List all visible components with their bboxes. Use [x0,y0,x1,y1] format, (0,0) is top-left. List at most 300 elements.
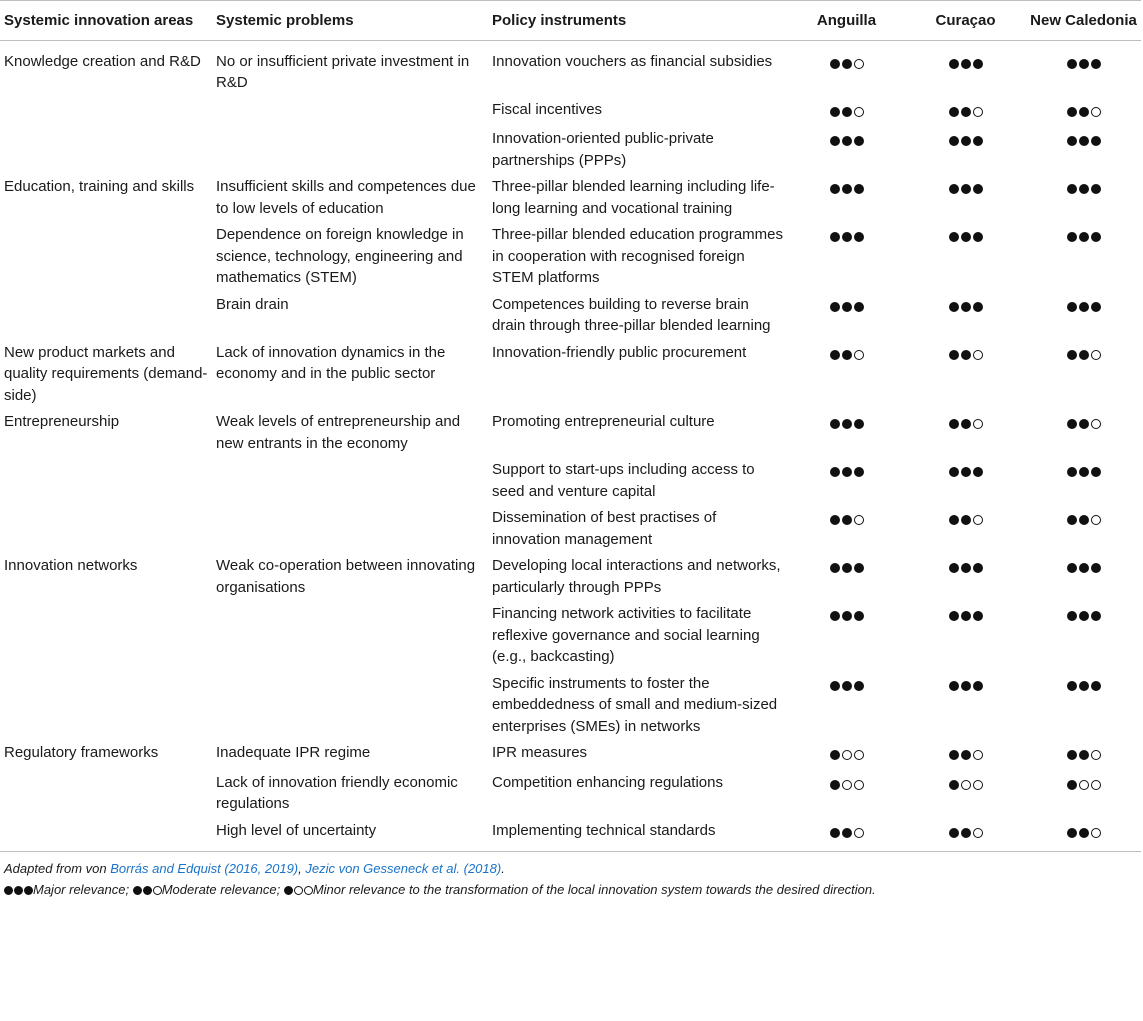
rating-new-caledonia [1026,221,1141,291]
cell-area [0,96,212,126]
cell-area [0,817,212,852]
filled-dot-icon [830,828,840,838]
filled-dot-icon [1067,184,1077,194]
cell-area: Knowledge creation and R&D [4,52,201,70]
cell-instrument: Implementing technical standards [492,821,716,839]
relevance-dots-icon [830,302,864,312]
rating-curacao [905,408,1026,456]
rating-anguilla [788,221,905,291]
relevance-dots-icon [830,611,864,621]
filled-dot-icon [854,419,864,429]
filled-dot-icon [1067,59,1077,69]
empty-dot-icon [854,780,864,790]
cell-area [0,600,212,670]
rating-curacao [905,600,1026,670]
rating-anguilla [788,504,905,552]
cell-area [0,291,212,339]
cell-problem: Insufficient skills and competences due to low levels of education [216,178,476,217]
rating-curacao [905,670,1026,740]
filled-dot-icon [830,136,840,146]
filled-dot-icon [854,611,864,621]
rating-new-caledonia [1026,40,1141,96]
rating-anguilla [788,291,905,339]
legend-minor-dots-icon [284,886,313,895]
relevance-dots-icon [1067,750,1101,760]
rating-new-caledonia [1026,552,1141,600]
filled-dot-icon [1067,350,1077,360]
filled-dot-icon [842,136,852,146]
filled-dot-icon [1079,184,1089,194]
header-curacao: Curaçao [935,12,996,29]
cell-area: Education, training and skills [4,178,195,195]
filled-dot-icon [1079,611,1089,621]
filled-dot-icon [854,232,864,242]
relevance-dots-icon [830,828,864,838]
cell-instrument: Innovation-friendly public procurement [492,343,747,361]
empty-dot-icon [854,828,864,838]
filled-dot-icon [854,467,864,477]
cell-problem: Lack of innovation dynamics in the economy and in the public sector [216,343,446,382]
relevance-dots-icon [1067,419,1101,429]
table-row [0,670,1141,740]
cell-problem: Inadequate IPR regime [216,744,371,761]
filled-dot-icon [961,515,971,525]
relevance-dots-icon [949,59,983,69]
filled-dot-icon [949,611,959,621]
empty-dot-icon [973,350,983,360]
rating-curacao [905,40,1026,96]
legend-minor: Minor relevance to the transformation of the local innovation system towards the desired direction. [312,882,876,897]
filled-dot-icon [973,302,983,312]
filled-dot-icon [842,107,852,117]
rating-anguilla [788,769,905,817]
relevance-dots-icon [830,563,864,573]
relevance-dots-icon [949,563,983,573]
rating-anguilla [788,408,905,456]
cell-area: Innovation networks [4,557,138,574]
filled-dot-icon [842,515,852,525]
filled-dot-icon [1079,828,1089,838]
cell-problem [212,125,488,173]
empty-dot-icon [973,750,983,760]
table-row [0,408,1141,456]
filled-dot-icon [842,350,852,360]
filled-dot-icon [830,184,840,194]
rating-curacao [905,456,1026,504]
filled-dot-icon [1091,611,1101,621]
legend-moderate: Moderate relevance; [161,882,284,897]
filled-dot-icon [961,828,971,838]
filled-dot-icon [1091,467,1101,477]
relevance-dots-icon [1067,467,1101,477]
header-problem: Systemic problems [216,12,354,29]
source-end: . [501,861,505,876]
filled-dot-icon [842,467,852,477]
filled-dot-icon [961,59,971,69]
rating-new-caledonia [1026,173,1141,221]
cell-instrument: Financing network activities to facilitate reflexive governance and social learning (e.g., backcasting) [492,605,760,665]
filled-dot-icon [1067,563,1077,573]
filled-dot-icon [1091,184,1101,194]
relevance-dots-icon [1067,232,1101,242]
relevance-dots-icon [830,184,864,194]
relevance-dots-icon [830,419,864,429]
relevance-dots-icon [949,419,983,429]
relevance-dots-icon [1067,563,1101,573]
filled-dot-icon [830,350,840,360]
table-row [0,173,1141,221]
filled-dot-icon [973,563,983,573]
filled-dot-icon [1067,107,1077,117]
relevance-dots-icon [1067,350,1101,360]
empty-dot-icon [973,419,983,429]
rating-anguilla [788,600,905,670]
rating-new-caledonia [1026,96,1141,126]
cell-instrument: Three-pillar blended education programmes in cooperation with recognised foreign STEM platforms [492,226,783,286]
filled-dot-icon [961,467,971,477]
empty-dot-icon [961,780,971,790]
empty-dot-icon [854,59,864,69]
filled-dot-icon [1091,302,1101,312]
cell-problem [212,670,488,740]
empty-dot-icon [1091,780,1101,790]
cell-area: Regulatory frameworks [4,744,159,761]
filled-dot-icon [830,302,840,312]
filled-dot-icon [854,563,864,573]
cell-area [0,456,212,504]
filled-dot-icon [1079,681,1089,691]
rating-new-caledonia [1026,125,1141,173]
relevance-dots-icon [830,515,864,525]
relevance-dots-icon [830,780,864,790]
legend-major-dots-icon [4,886,33,895]
filled-dot-icon [961,136,971,146]
filled-dot-icon [961,107,971,117]
table-row [0,769,1141,817]
filled-dot-icon [961,750,971,760]
relevance-dots-icon [949,467,983,477]
table-row [0,125,1141,173]
cell-area: New product markets and quality requirements (demand-side) [4,343,208,404]
empty-dot-icon [854,350,864,360]
table-row [0,291,1141,339]
empty-dot-icon [1091,419,1101,429]
filled-dot-icon [949,59,959,69]
source-sep: , [298,861,306,876]
filled-dot-icon [1079,419,1089,429]
reference-link-jezic[interactable]: Jezic von Gesseneck et al. (2018) [305,861,502,876]
filled-dot-icon [1079,350,1089,360]
filled-dot-icon [830,515,840,525]
relevance-dots-icon [1067,136,1101,146]
filled-dot-icon [830,611,840,621]
cell-instrument: Developing local interactions and networks, particularly through PPPs [492,557,781,596]
table-row [0,221,1141,291]
rating-curacao [905,221,1026,291]
filled-dot-icon [842,563,852,573]
filled-dot-icon [1079,59,1089,69]
empty-dot-icon [1091,515,1101,525]
rating-anguilla [788,739,905,769]
filled-dot-icon [1067,780,1077,790]
filled-dot-icon [961,302,971,312]
cell-instrument: Support to start-ups including access to seed and venture capital [492,461,755,500]
cell-problem: Dependence on foreign knowledge in science, technology, engineering and mathematics (STEM) [216,226,464,286]
legend-major: Major relevance; [33,882,133,897]
filled-dot-icon [830,780,840,790]
relevance-dots-icon [949,780,983,790]
source-prefix: Adapted from von [4,861,111,876]
filled-dot-icon [949,350,959,360]
filled-dot-icon [1091,59,1101,69]
relevance-dots-icon [830,681,864,691]
filled-dot-icon [1067,611,1077,621]
filled-dot-icon [1091,136,1101,146]
filled-dot-icon [1067,136,1077,146]
filled-dot-icon [949,828,959,838]
rating-curacao [905,173,1026,221]
filled-dot-icon [1067,232,1077,242]
relevance-dots-icon [1067,184,1101,194]
relevance-dots-icon [1067,302,1101,312]
filled-dot-icon [1079,515,1089,525]
filled-dot-icon [830,232,840,242]
empty-dot-icon [973,515,983,525]
rating-curacao [905,339,1026,409]
rating-new-caledonia [1026,456,1141,504]
rating-anguilla [788,552,905,600]
rating-curacao [905,769,1026,817]
relevance-dots-icon [830,59,864,69]
cell-area [0,125,212,173]
rating-new-caledonia [1026,739,1141,769]
cell-problem: No or insufficient private investment in R&D [216,52,470,91]
relevance-dots-icon [1067,59,1101,69]
cell-problem: Weak levels of entrepreneurship and new entrants in the economy [216,413,461,452]
filled-dot-icon [961,184,971,194]
filled-dot-icon [949,232,959,242]
filled-dot-icon [949,184,959,194]
rating-anguilla [788,670,905,740]
table-row [0,739,1141,769]
header-anguilla: Anguilla [816,12,877,29]
cell-problem [212,504,488,552]
relevance-dots-icon [949,302,983,312]
relevance-dots-icon [830,350,864,360]
relevance-dots-icon [949,750,983,760]
table-row [0,339,1141,409]
cell-instrument: Fiscal incentives [492,100,603,118]
filled-dot-icon [961,611,971,621]
cell-area [0,769,212,817]
rating-curacao [905,291,1026,339]
empty-dot-icon [854,107,864,117]
relevance-dots-icon [1067,107,1101,117]
rating-anguilla [788,40,905,96]
filled-dot-icon [973,681,983,691]
cell-problem: Lack of innovation friendly economic regulations [216,773,458,812]
empty-dot-icon [1091,350,1101,360]
table-row [0,96,1141,126]
header-new-caledonia: New Caledonia [1030,12,1137,29]
filled-dot-icon [949,750,959,760]
filled-dot-icon [949,780,959,790]
rating-curacao [905,125,1026,173]
rating-new-caledonia [1026,504,1141,552]
rating-new-caledonia [1026,600,1141,670]
legend-note [4,879,1139,900]
table-row [0,40,1141,96]
filled-dot-icon [973,136,983,146]
empty-dot-icon [1079,780,1089,790]
rating-curacao [905,817,1026,852]
filled-dot-icon [830,107,840,117]
table-row [0,504,1141,552]
filled-dot-icon [949,563,959,573]
rating-curacao [905,504,1026,552]
empty-dot-icon [973,107,983,117]
rating-new-caledonia [1026,291,1141,339]
filled-dot-icon [842,828,852,838]
filled-dot-icon [842,302,852,312]
relevance-dots-icon [949,107,983,117]
filled-dot-icon [842,611,852,621]
empty-dot-icon [842,780,852,790]
empty-dot-icon [1091,828,1101,838]
filled-dot-icon [1079,302,1089,312]
filled-dot-icon [842,59,852,69]
filled-dot-icon [949,302,959,312]
filled-dot-icon [830,467,840,477]
cell-problem: Weak co-operation between innovating organisations [216,557,476,596]
filled-dot-icon [1091,232,1101,242]
relevance-dots-icon [1067,681,1101,691]
filled-dot-icon [1067,467,1077,477]
rating-curacao [905,552,1026,600]
cell-area [0,504,212,552]
filled-dot-icon [842,184,852,194]
filled-dot-icon [961,350,971,360]
filled-dot-icon [830,59,840,69]
filled-dot-icon [1067,419,1077,429]
cell-instrument: Innovation-oriented public-private partnerships (PPPs) [492,130,714,169]
rating-new-caledonia [1026,817,1141,852]
filled-dot-icon [961,681,971,691]
rating-anguilla [788,173,905,221]
rating-new-caledonia [1026,670,1141,740]
filled-dot-icon [1067,302,1077,312]
relevance-dots-icon [949,611,983,621]
filled-dot-icon [842,232,852,242]
filled-dot-icon [1067,750,1077,760]
cell-problem [212,456,488,504]
rating-curacao [905,96,1026,126]
relevance-dots-icon [1067,780,1101,790]
rating-curacao [905,739,1026,769]
filled-dot-icon [1067,828,1077,838]
cell-problem [212,600,488,670]
rating-new-caledonia [1026,339,1141,409]
filled-dot-icon [1091,563,1101,573]
table-row [0,552,1141,600]
cell-instrument: Specific instruments to foster the embeddedness of small and medium-sized enterprises (SMEs) in networks [492,674,778,735]
filled-dot-icon [842,419,852,429]
reference-link-borras[interactable]: Borrás and Edquist (2016, 2019) [110,861,299,876]
filled-dot-icon [949,515,959,525]
header-area: Systemic innovation areas [4,12,194,29]
table-body [0,40,1141,852]
rating-new-caledonia [1026,408,1141,456]
rating-anguilla [788,339,905,409]
filled-dot-icon [961,232,971,242]
table-notes [0,852,1143,900]
filled-dot-icon [949,681,959,691]
cell-instrument: Innovation vouchers as financial subsidies [492,52,773,70]
cell-problem: Brain drain [216,295,289,313]
filled-dot-icon [1079,467,1089,477]
filled-dot-icon [1079,107,1089,117]
source-note [4,858,1139,879]
empty-dot-icon [854,750,864,760]
relevance-dots-icon [830,750,864,760]
relevance-dots-icon [949,136,983,146]
rating-anguilla [788,817,905,852]
filled-dot-icon [830,419,840,429]
relevance-dots-icon [1067,611,1101,621]
relevance-dots-icon [949,828,983,838]
table-row [0,600,1141,670]
cell-instrument: Promoting entrepreneurial culture [492,413,715,430]
filled-dot-icon [830,681,840,691]
filled-dot-icon [854,136,864,146]
relevance-dots-icon [949,681,983,691]
filled-dot-icon [854,184,864,194]
cell-instrument: IPR measures [492,744,588,761]
filled-dot-icon [961,563,971,573]
cell-problem: High level of uncertainty [216,821,377,839]
empty-dot-icon [854,515,864,525]
filled-dot-icon [961,419,971,429]
legend-moderate-dots-icon [133,886,162,895]
filled-dot-icon [973,59,983,69]
filled-dot-icon [949,419,959,429]
empty-dot-icon [973,828,983,838]
relevance-dots-icon [830,467,864,477]
relevance-dots-icon [1067,515,1101,525]
rating-anguilla [788,456,905,504]
filled-dot-icon [973,611,983,621]
cell-instrument: Dissemination of best practises of innovation management [492,509,717,548]
rating-anguilla [788,125,905,173]
rating-anguilla [788,96,905,126]
cell-area [0,670,212,740]
filled-dot-icon [949,136,959,146]
filled-dot-icon [1079,563,1089,573]
table-row [0,456,1141,504]
filled-dot-icon [1067,681,1077,691]
rating-new-caledonia [1026,769,1141,817]
relevance-dots-icon [949,515,983,525]
relevance-dots-icon [830,107,864,117]
filled-dot-icon [1091,681,1101,691]
filled-dot-icon [949,467,959,477]
filled-dot-icon [830,563,840,573]
header-instrument: Policy instruments [492,12,627,29]
filled-dot-icon [830,750,840,760]
relevance-dots-icon [830,136,864,146]
cell-instrument: Three-pillar blended learning including life-long learning and vocational training [492,178,775,217]
filled-dot-icon [1079,232,1089,242]
